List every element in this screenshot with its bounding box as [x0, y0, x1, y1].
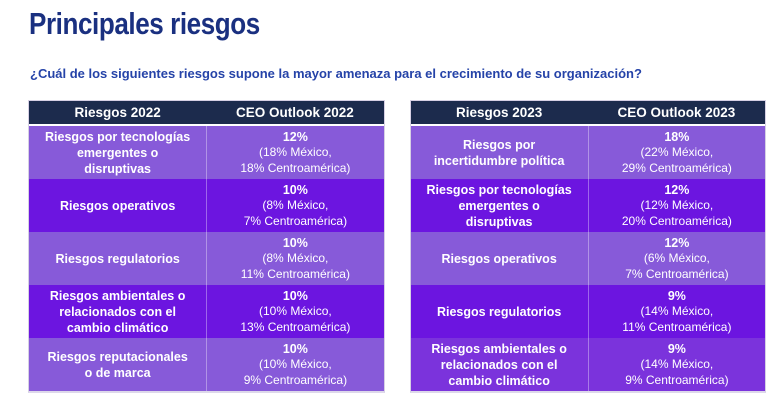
risk-label: Riesgos reputacionales o de marca — [47, 349, 188, 380]
risk-label: Riesgos por tecnologías emergentes o disruptivas — [45, 129, 191, 176]
risk-mexico-value: (8% México, — [262, 251, 329, 266]
page-title: Principales riesgos — [29, 6, 260, 41]
risk-label: Riesgos ambientales o relacionados con el cambio climático — [49, 288, 186, 335]
tables-container — [28, 100, 766, 393]
risk-percentage: 18% — [664, 129, 690, 144]
column-header-ceo-outlook-2022: CEO Outlook 2022 — [235, 105, 354, 120]
risk-percentage: 9% — [667, 341, 686, 356]
risk-centroamerica-value: 11% Centroamérica) — [240, 266, 350, 281]
risk-percentage: 12% — [282, 129, 308, 144]
risk-label: Riesgos por tecnologías emergentes o disruptivas — [426, 182, 572, 229]
table-row — [29, 285, 384, 338]
risk-percentage: 10% — [282, 341, 308, 356]
table-body-2022 — [29, 126, 384, 391]
risk-value-cell — [588, 338, 765, 391]
table-row — [411, 285, 766, 338]
risk-label: Riesgos ambientales o relacionados con el cambio climático — [431, 341, 567, 388]
risk-label: Riesgos regulatorios — [436, 304, 562, 319]
risk-centroamerica-value: 11% Centroamérica) — [622, 319, 732, 334]
risk-table-2022 — [28, 100, 385, 393]
risk-value-cell — [588, 126, 765, 179]
table-body-2023 — [411, 126, 766, 391]
risk-mexico-value: (10% México, — [259, 304, 332, 319]
risk-centroamerica-value: 7% Centroamérica) — [243, 213, 348, 228]
risk-mexico-value: (22% México, — [640, 145, 714, 160]
risk-centroamerica-value: 29% Centroamérica) — [621, 160, 732, 175]
column-header-riesgos-2022: Riesgos 2022 — [74, 105, 161, 120]
risk-label: Riesgos por incertidumbre política — [433, 137, 565, 168]
risk-centroamerica-value: 13% Centroamérica) — [240, 319, 351, 334]
risk-mexico-value: (14% México, — [640, 357, 714, 372]
risk-centroamerica-value: 18% Centroamérica) — [240, 160, 351, 175]
risk-label: Riesgos operativos — [441, 251, 557, 266]
risk-mexico-value: (14% México, — [640, 304, 714, 319]
risk-percentage: 10% — [282, 235, 308, 250]
risk-value-cell — [206, 126, 383, 179]
risk-centroamerica-value: 9% Centroamérica) — [625, 372, 729, 387]
risk-centroamerica-value: 20% Centroamérica) — [621, 213, 732, 228]
risk-label: Riesgos regulatorios — [55, 251, 180, 266]
table-row — [29, 126, 384, 179]
table-row — [411, 338, 766, 391]
risk-percentage: 10% — [282, 288, 308, 303]
risk-value-cell — [206, 232, 383, 285]
table-row — [411, 179, 766, 232]
risk-table-2023 — [410, 100, 767, 393]
risk-percentage: 10% — [282, 182, 308, 197]
risk-value-cell — [588, 232, 765, 285]
table-row — [29, 232, 384, 285]
table-header-2022 — [29, 101, 384, 126]
risk-value-cell — [206, 179, 383, 232]
table-row — [411, 232, 766, 285]
risk-mexico-value: (10% México, — [259, 357, 332, 372]
risk-percentage: 12% — [664, 235, 690, 250]
risk-value-cell — [206, 285, 383, 338]
survey-question: ¿Cuál de los siguientes riesgos supone la mayor amenaza para el crecimiento de su organización? — [30, 66, 642, 81]
table-row — [29, 179, 384, 232]
column-header-ceo-outlook-2023: CEO Outlook 2023 — [617, 105, 736, 120]
risk-value-cell — [206, 338, 383, 391]
table-row — [29, 338, 384, 391]
risk-percentage: 12% — [664, 182, 690, 197]
column-header-riesgos-2023: Riesgos 2023 — [455, 105, 543, 120]
risk-centroamerica-value: 7% Centroamérica) — [625, 266, 729, 281]
risk-mexico-value: (18% México, — [259, 145, 332, 160]
risk-percentage: 9% — [667, 288, 686, 303]
risk-value-cell — [588, 285, 765, 338]
table-header-2023 — [411, 101, 766, 126]
risk-mexico-value: (6% México, — [643, 251, 710, 266]
risk-label: Riesgos operativos — [59, 198, 176, 213]
risk-centroamerica-value: 9% Centroamérica) — [243, 372, 348, 387]
risk-mexico-value: (12% México, — [640, 198, 714, 213]
risk-mexico-value: (8% México, — [262, 198, 329, 213]
table-row — [411, 126, 766, 179]
risk-value-cell — [588, 179, 765, 232]
